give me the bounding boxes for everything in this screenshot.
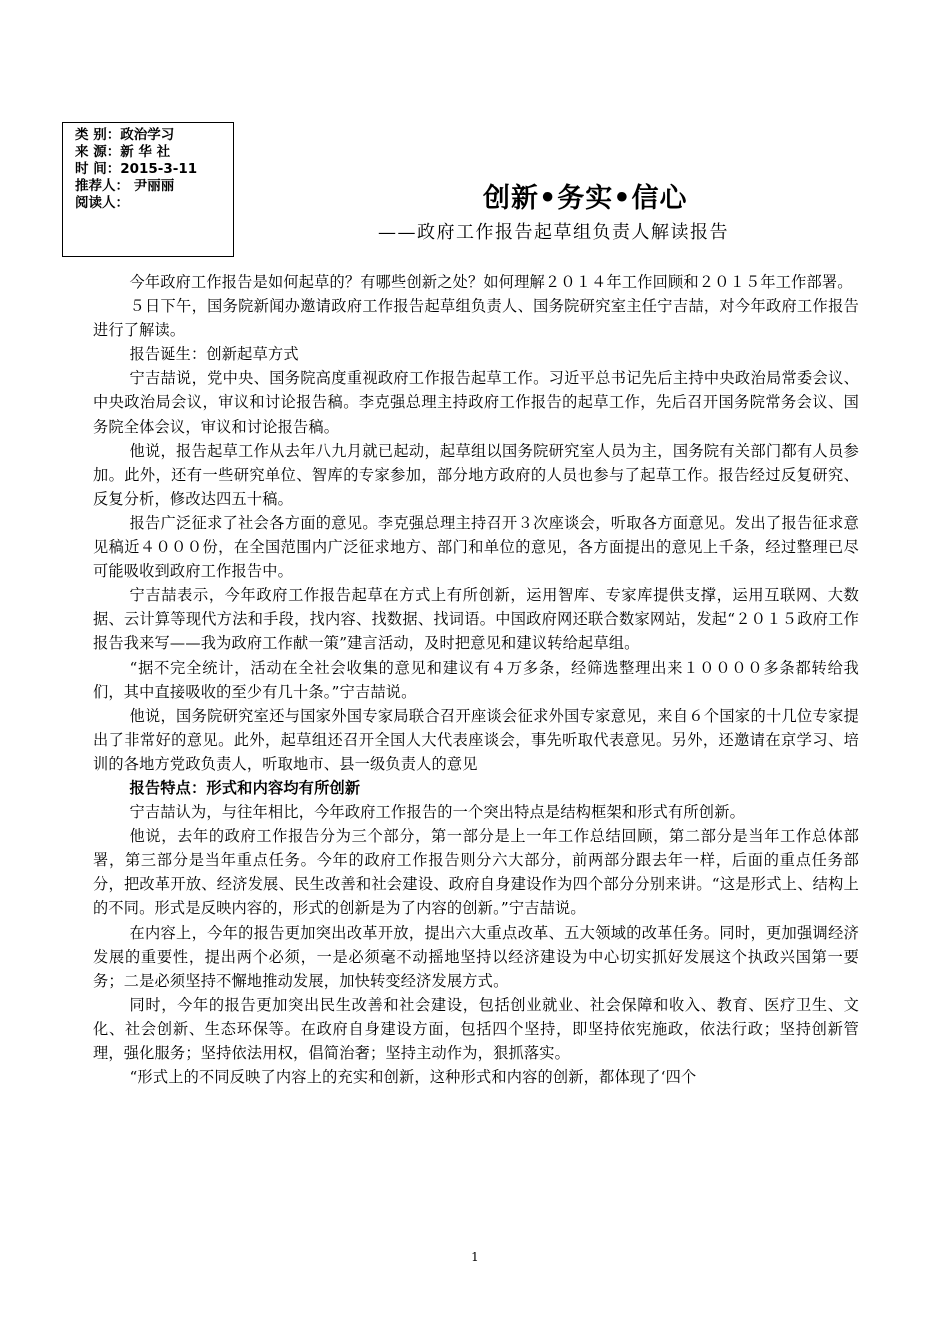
paragraph: 他说，报告起草工作从去年八九月就已起动，起草组以国务院研究室人员为主，国务院有关部门都有人员参加。此外，还有一些研究单位、智库的专家参加，部分地方政府的人员也参与了起草工作。报告经过反复研究、反复分析，修改达四五十稿。 (93, 441, 859, 508)
meta-recommender: 推荐人： 尹丽丽 (75, 178, 175, 194)
paragraph: 他说，国务院研究室还与国家外国专家局联合召开座谈会征求外国专家意见，来自６个国家的十几位专家提出了非常好的意见。此外，起草组还召开全国人大代表座谈会，事先听取代表意见。另外，还邀请在京学习、培训的各地方党政负责人，听取地市、县一级负责人的意见 (93, 706, 859, 773)
meta-date: 时 间：2015-3-11 (75, 161, 198, 177)
meta-reader: 阅读人： (75, 195, 129, 211)
paragraph: 在内容上，今年的报告更加突出改革开放，提出六大重点改革、五大领域的改革任务。同时，更加强调经济发展的重要性，提出两个必须，一是必须毫不动摇地坚持以经济建设为中心切实抓好发展这个执政兴国第一要务；二是必须坚持不懈地推动发展，加快转变经济发展方式。 (93, 923, 859, 990)
paragraph: “形式上的不同反映了内容上的充实和创新，这种形式和内容的创新，都体现了‘四个 (129, 1068, 697, 1087)
paragraph: 他说，去年的政府工作报告分为三个部分，第一部分是上一年工作总结回顾，第二部分是当年工作总体部署，第三部分是当年重点任务。今年的政府工作报告则分六大部分，前两部分跟去年一样，后面的重点任务部分，把改革开放、经济发展、民生改善和社会建设、政府自身建设作为四个部分分别来讲。“这是形式上、结构上的不同。形式是反映内容的，形式的创新是为了内容的创新。”宁吉喆说。 (93, 827, 859, 918)
paragraph: 宁吉喆说，党中央、国务院高度重视政府工作报告起草工作。习近平总书记先后主持中央政治局常委会议、中央政治局会议，审议和讨论报告稿。李克强总理主持政府工作报告的起草工作，先后召开国务院常务会议、国务院全体会议，审议和讨论报告稿。 (93, 369, 859, 436)
page-number: 1 (471, 1250, 479, 1264)
paragraph: 同时，今年的报告更加突出民生改善和社会建设，包括创业就业、社会保障和收入、教育、医疗卫生、文化、社会创新、生态环保等。在政府自身建设方面，包括四个坚持，即坚持依宪施政，依法行政；坚持创新管理，强化服务；坚持依法用权，倡简治奢；坚持主动作为，狠抓落实。 (93, 995, 859, 1062)
paragraph: 宁吉喆认为，与往年相比，今年政府工作报告的一个突出特点是结构框架和形式有所创新。 (129, 803, 745, 822)
paragraph: 宁吉喆表示，今年政府工作报告起草在方式上有所创新，运用智库、专家库提供支撑，运用互联网、大数据、云计算等现代方法和手段，找内容、找数据、找词语。中国政府网还联合数家网站，发起“２０１５政府工作报告我来写——我为政府工作献一策”建言活动，及时把意见和建议转给起草组。 (93, 586, 859, 653)
paragraph: 报告诞生：创新起草方式 (129, 345, 299, 364)
document-subtitle: ——政府工作报告起草组负责人解读报告 (378, 222, 729, 243)
meta-source: 来 源：新 华 社 (75, 144, 171, 160)
document-body (93, 270, 859, 1089)
paragraph: ５日下午，国务院新闻办邀请政府工作报告起草组负责人、国务院研究室主任宁吉喆，对今年政府工作报告进行了解读。 (93, 297, 859, 340)
paragraph: 报告广泛征求了社会各方面的意见。李克强总理主持召开３次座谈会，听取各方面意见。发出了报告征求意见稿近４０００份，在全国范围内广泛征求地方、部门和单位的意见，各方面提出的意见上千条，经过整理已尽可能吸收到政府工作报告中。 (93, 513, 859, 581)
document-meta-box (62, 122, 234, 257)
paragraph: “据不完全统计，活动在全社会收集的意见和建议有４万多条，经筛选整理出来１００００多条都转给我们，其中直接吸收的至少有几十条。”宁吉喆说。 (93, 658, 859, 701)
paragraph: 今年政府工作报告是如何起草的？有哪些创新之处？如何理解２０１４年工作回顾和２０１５年工作部署。 (129, 273, 853, 291)
meta-category: 类 别：政治学习 (75, 127, 175, 143)
section-heading: 报告特点：形式和内容均有所创新 (129, 778, 361, 797)
document-title: 创新•务实•信心 (483, 183, 688, 214)
